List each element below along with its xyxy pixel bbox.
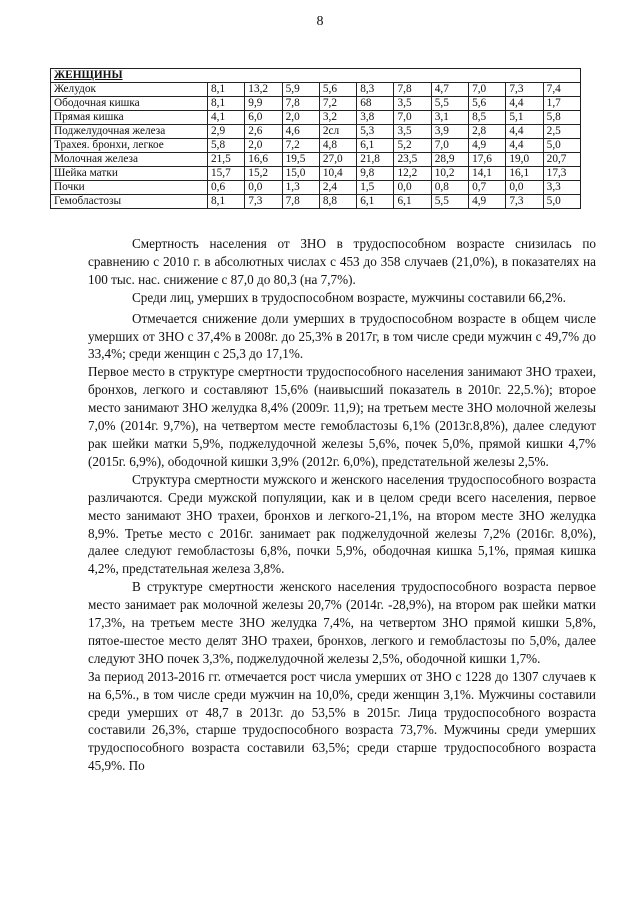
row-label: Поджелудочная железа [51, 125, 208, 139]
table-row [51, 153, 581, 167]
table-cell: 5,1 [506, 111, 543, 125]
table-cell: 17,6 [469, 153, 506, 167]
paragraph: В структуре смертности женского населения трудоспособного возраста первое место занимает рак молочной железы 20,7% (2014г. -28,9%), на втором рак шейки матки 17,3%, на третьем месте ЗНО желудка 7,4%, на четвертом ЗНО прямой кишки 5,8%, пятое-шестое место делят ЗНО трахеи, бронхов, легкого и гемобластозы по 5,0%, далее следуют ЗНО почек 3,3%, поджелудочной железы 2,5%, ободочной кишки 1,7%. [88, 579, 596, 666]
table-cell: 5,8 [208, 139, 245, 153]
paragraph: Отмечается снижение доли умерших в трудоспособном возрасте в общем числе умерших от ЗНО с 37,4% в 2008г. до 25,3% в 2017г, в том числе среди мужчин с 49,7% до 33,4%; среди женщин с 25,3 до 17,1%. [88, 310, 596, 362]
table-cell: 3,3 [543, 181, 580, 195]
table-cell: 7,3 [506, 195, 543, 209]
table-cell: 3,8 [357, 111, 394, 125]
table-row [51, 181, 581, 195]
table-cell: 7,8 [282, 97, 319, 111]
table-cell: 2,6 [245, 125, 282, 139]
table-cell: 4,4 [506, 97, 543, 111]
table-cell: 21,5 [208, 153, 245, 167]
table-cell: 9,8 [357, 167, 394, 181]
table-cell: 15,0 [282, 167, 319, 181]
table-cell: 5,5 [431, 195, 468, 209]
table-cell: 2,0 [282, 111, 319, 125]
row-label: Желудок [51, 83, 208, 97]
table-header-row [51, 69, 581, 83]
table-cell: 16,1 [506, 167, 543, 181]
table-cell: 7,0 [394, 111, 431, 125]
table-cell: 0,0 [506, 181, 543, 195]
table-cell: 12,2 [394, 167, 431, 181]
table-cell: 0,0 [394, 181, 431, 195]
table-cell: 28,9 [431, 153, 468, 167]
table-cell: 20,7 [543, 153, 580, 167]
table-cell: 27,0 [319, 153, 356, 167]
table-cell: 7,2 [319, 97, 356, 111]
table-cell: 68 [357, 97, 394, 111]
row-label: Гемобластозы [51, 195, 208, 209]
table-cell: 6,1 [394, 195, 431, 209]
table-row [51, 167, 581, 181]
table-cell: 4,6 [282, 125, 319, 139]
row-label: Прямая кишка [51, 111, 208, 125]
table-cell: 7,3 [506, 83, 543, 97]
table-cell: 5,9 [282, 83, 319, 97]
table-cell: 0,0 [245, 181, 282, 195]
row-label: Шейка матки [51, 167, 208, 181]
table-cell: 4,1 [208, 111, 245, 125]
table-cell: 7,8 [282, 195, 319, 209]
table-row [51, 83, 581, 97]
table-cell: 2,0 [245, 139, 282, 153]
table-cell: 4,9 [469, 139, 506, 153]
table-cell: 4,7 [431, 83, 468, 97]
page-number: 8 [316, 14, 324, 29]
table-cell: 23,5 [394, 153, 431, 167]
paragraph: Первое место в структуре смертности трудоспособного населения занимают ЗНО трахеи, бронхов, легкого и составляют 15,6% (наивысший показатель в 2010г. 22,5.%); второе место занимают ЗНО желудка 8,4% (2009г. 11,9); на третьем месте ЗНО молочной железы 7,0% (2014г. 9,7%), на четвертом месте гемобластозы 6,1% (2013г.8,8%), далее следуют рак шейки матки 5,9%, поджелудочной железы 5,6%, почек 5,0%, прямой кишки 4,7% (2015г. 6,9%), ободочной кишки 3,9% (2012г. 6,0%), предстательной железы 2,5%. [88, 364, 596, 469]
table-cell: 15,2 [245, 167, 282, 181]
paragraph: Структура смертности мужского и женского населения трудоспособного возраста различаются. Среди мужской популяции, как и в целом среди всего населения, первое место занимают ЗНО трахеи, бронхов и легкого-21,1%, на втором месте ЗНО желудка 8,9%. Третье место с 2016г. занимает рак поджелудочной железы 7,2% (2016г. 8,0%), далее следуют гемобластозы 6,8%, почки 5,9%, ободочная кишка 5,1%, прямая кишка 4,2%, предстательная железа 3,8%. [88, 471, 596, 577]
table-cell: 8,3 [357, 83, 394, 97]
table-cell: 9,9 [245, 97, 282, 111]
table-cell: 0,8 [431, 181, 468, 195]
paragraph: За период 2013-2016 гг. отмечается рост числа умерших от ЗНО с 1228 до 1307 случаев к на 6,5%., в том числе среди мужчин на 10,0%, среди женщин 3,1%. Мужчины составили среди умерших от 48,7 в 2013г. до 53,5% в 2015г. Лица трудоспособного возраста составили 26,3%, старше трудоспособного возраста 73,7%. Мужчины среди умерших трудоспособного возраста составили 63,5%; среди старше трудоспособного возраста 45,9%. По [88, 668, 596, 774]
table-cell: 0,7 [469, 181, 506, 195]
table-cell: 3,5 [394, 97, 431, 111]
table-cell: 6,1 [357, 195, 394, 209]
mortality-table-women [50, 68, 581, 209]
table-cell: 8,1 [208, 83, 245, 97]
paragraph: Среди лиц, умерших в трудоспособном возрасте, мужчины составили 66,2%. [132, 289, 566, 305]
table-cell: 4,4 [506, 125, 543, 139]
table-cell: 7,8 [394, 83, 431, 97]
table-cell: 5,6 [469, 97, 506, 111]
table-cell: 5,0 [543, 195, 580, 209]
table-cell: 3,5 [394, 125, 431, 139]
body-text [88, 235, 596, 775]
table-cell: 2сл [319, 125, 356, 139]
table-cell: 5,6 [319, 83, 356, 97]
table-cell: 7,0 [431, 139, 468, 153]
table-cell: 14,1 [469, 167, 506, 181]
table-cell: 4,9 [469, 195, 506, 209]
table-header: ЖЕНЩИНЫ [51, 69, 581, 83]
table-cell: 15,7 [208, 167, 245, 181]
table-cell: 13,2 [245, 83, 282, 97]
table-cell: 19,5 [282, 153, 319, 167]
table-cell: 3,9 [431, 125, 468, 139]
table-cell: 1,5 [357, 181, 394, 195]
table-cell: 7,0 [469, 83, 506, 97]
table-cell: 3,2 [319, 111, 356, 125]
table-cell: 3,1 [431, 111, 468, 125]
table-cell: 5,0 [543, 139, 580, 153]
table-cell: 4,4 [506, 139, 543, 153]
table-cell: 4,8 [319, 139, 356, 153]
row-label: Трахея. бронхи, легкое [51, 139, 208, 153]
row-label: Ободочная кишка [51, 97, 208, 111]
table-cell: 8,5 [469, 111, 506, 125]
table-row [51, 97, 581, 111]
table-cell: 1,7 [543, 97, 580, 111]
table-cell: 6,1 [357, 139, 394, 153]
row-label: Молочная железа [51, 153, 208, 167]
table-cell: 5,8 [543, 111, 580, 125]
table-cell: 2,9 [208, 125, 245, 139]
table-cell: 21,8 [357, 153, 394, 167]
table-cell: 2,5 [543, 125, 580, 139]
table-cell: 17,3 [543, 167, 580, 181]
table-cell: 8,8 [319, 195, 356, 209]
row-label: Почки [51, 181, 208, 195]
table-cell: 10,2 [431, 167, 468, 181]
table-cell: 2,8 [469, 125, 506, 139]
paragraph: Смертность населения от ЗНО в трудоспособном возрасте снизилась по сравнению с 2010 г. в абсолютных числах с 453 до 358 случаев (21,0%), в показателях на 100 тыс. нас. снижение с 87,0 до 80,3 (на 7,7%). [88, 236, 596, 287]
table-row [51, 195, 581, 209]
table-cell: 2,4 [319, 181, 356, 195]
table-cell: 5,3 [357, 125, 394, 139]
table-cell: 0,6 [208, 181, 245, 195]
table-cell: 5,5 [431, 97, 468, 111]
table-cell: 19,0 [506, 153, 543, 167]
table-row [51, 125, 581, 139]
table-cell: 10,4 [319, 167, 356, 181]
table-cell: 5,2 [394, 139, 431, 153]
table-cell: 7,4 [543, 83, 580, 97]
table-cell: 6,0 [245, 111, 282, 125]
table-cell: 7,3 [245, 195, 282, 209]
table-row [51, 139, 581, 153]
table-cell: 1,3 [282, 181, 319, 195]
table-cell: 8,1 [208, 195, 245, 209]
table-cell: 16,6 [245, 153, 282, 167]
table-cell: 7,2 [282, 139, 319, 153]
table-cell: 8,1 [208, 97, 245, 111]
table-row [51, 111, 581, 125]
